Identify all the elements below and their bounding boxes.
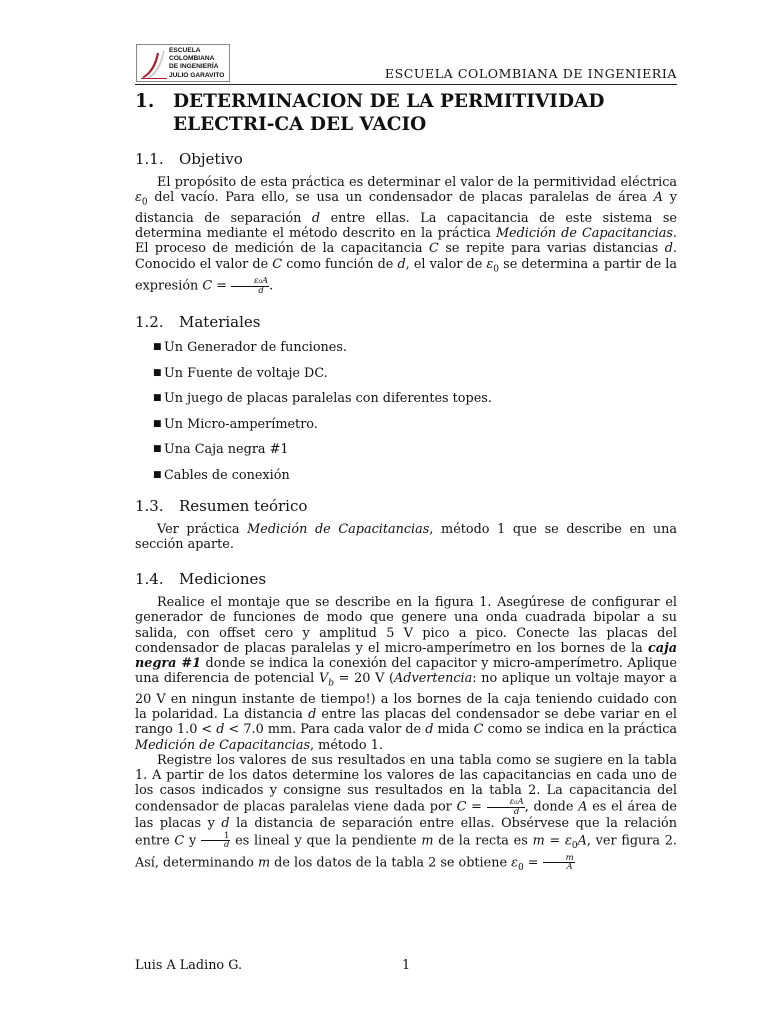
reference-link: Medición de Capacitancias bbox=[135, 737, 311, 753]
footer-author: Luis A Ladino G. bbox=[135, 958, 243, 973]
mediciones-paragraph-2: Registre los valores de sus resultados en una tabla como se sugiere en la tabla 1. A partir de los datos determine los valores de las capacitancias en cada uno de los casos indicados y consigne sus resultados en la tabla 2. La capacitancia del condensador de placas paralelas viene dada por C = $\frac{\text{ε₀A}}{d}$ , donde A es el área de las placas y d la distancia de separación entre ellas. Obsérvese que la relación entre C y $\frac{1}{d}$ es lineal y que la pendiente m de la recta es $m = \varepsilon_0A$, ver figura 2. Así, determinando m de los datos de la tabla 2 se obtiene $\varepsilon_0$ = $\frac{m}{A}$ bbox=[135, 752, 678, 873]
mediciones-paragraph-1: Realice el montaje que se describe en la figura 1. Asegúrese de configurar el generador de funciones de modo que genere una onda cuadrada bipolar a su salida, con offset cero y amplitud 5 V pico a pico. Conecte las placas del condensador de placas paralelas y el micro-amperímetro en los bornes de la caja negra #1 donde se indica la conexión del capacitor y micro-amperímetro. Aplique una diferencia de potencial $V_b = 20$ V (Advertencia: no aplique un voltaje mayor a 20 V en ningun instante de tiempo!) a los bornes de la caja teniendo cuidado con la polaridad. La distancia d entre las placas del condensador se debe variar en el rango 1.0 < d < 7.0 mm. Para cada valor de d mida C como se indica en la práctica Medición de Capacitancias, método 1. bbox=[135, 595, 677, 753]
section-heading bbox=[135, 90, 677, 136]
subsection-number: 1.1. bbox=[135, 150, 164, 168]
page-number: 1 bbox=[402, 958, 411, 973]
bullet-icon: ■ bbox=[153, 342, 162, 353]
header-rule bbox=[135, 84, 677, 85]
logo-line: COLOMBIANA bbox=[169, 55, 215, 63]
logo-line: JULIO GARAVITO bbox=[169, 71, 225, 79]
reference-link: Medición de Capacitancias bbox=[495, 226, 673, 242]
section-title: DETERMINACION DE LA PERMITIVIDAD ELECTRI-CA DEL VACIO bbox=[173, 91, 605, 135]
logo-line: ESCUELA bbox=[169, 47, 201, 54]
resumen-paragraph: Ver práctica Medición de Capacitancias, método 1 que se describe en una sección aparte. bbox=[135, 521, 678, 553]
reference-link: Medición de Capacitancias bbox=[247, 521, 430, 537]
list-item: ■ Un Micro-amperímetro. bbox=[153, 416, 318, 432]
subsection-heading-objetivo bbox=[135, 150, 677, 169]
list-item: ■ Un Fuente de voltaje DC. bbox=[153, 365, 328, 381]
subsection-number: 1.4. bbox=[135, 570, 164, 589]
list-item: ■ Cables de conexión bbox=[153, 467, 290, 483]
subsection-heading-mediciones bbox=[135, 570, 677, 589]
formula-fraction: $\frac{1}{d}$ bbox=[201, 832, 230, 850]
list-item: ■ Un juego de placas paralelas con diferentes topes. bbox=[153, 391, 492, 407]
list-item: ■ Un Generador de funciones. bbox=[153, 340, 347, 356]
logo-line: DE INGENIERÍA bbox=[169, 63, 219, 71]
formula-fraction: $\frac{m}{A}$ bbox=[543, 854, 575, 872]
main-content bbox=[135, 88, 677, 876]
logo-text bbox=[169, 47, 224, 80]
subsection-title: Resumen teórico bbox=[179, 496, 308, 515]
subsection-title: Materiales bbox=[179, 313, 261, 332]
bullet-icon: ■ bbox=[153, 393, 162, 404]
subsection-title: Objetivo bbox=[179, 150, 243, 168]
subsection-number: 1.2. bbox=[135, 313, 164, 332]
institution-logo bbox=[136, 44, 230, 82]
subsection-heading-resumen bbox=[135, 497, 677, 516]
subsection-heading-materiales bbox=[135, 313, 677, 332]
subsection-title: Mediciones bbox=[179, 570, 267, 589]
formula-fraction: $\frac{\text{ε₀A}}{d}$ bbox=[487, 798, 525, 816]
formula-fraction: $\frac{\text{ε₀A}}{d}$ bbox=[231, 277, 269, 295]
bullet-icon: ■ bbox=[153, 418, 162, 429]
list-item: ■ Una Caja negra #1 bbox=[153, 442, 289, 458]
bullet-icon: ■ bbox=[153, 367, 162, 378]
logo-mark-icon bbox=[139, 47, 169, 80]
bullet-icon: ■ bbox=[153, 469, 162, 480]
objetivo-paragraph: El propósito de esta práctica es determinar el valor de la permitividad eléctrica $\varepsilon_0$ del vacío. Para ello, se usa un condensador de placas paralelas de área A y distancia de separación d entre ellas. La capacitancia de este sistema se determina mediante el método descrito en la práctica Medición de Capacitancias. El proceso de medición de la capacitancia C se repite para varias distancias d. Conocido el valor de C como función de d, el valor de $\varepsilon_0$ se determina a partir de la expresión C = $\frac{\text{ε₀A}}{d}$ . bbox=[135, 175, 678, 296]
bullet-icon: ■ bbox=[153, 444, 162, 455]
header-institution: ESCUELA COLOMBIANA DE INGENIERIA bbox=[384, 66, 677, 81]
materials-list bbox=[135, 340, 677, 483]
subsection-number: 1.3. bbox=[135, 496, 164, 515]
section-number: 1. bbox=[135, 91, 155, 112]
